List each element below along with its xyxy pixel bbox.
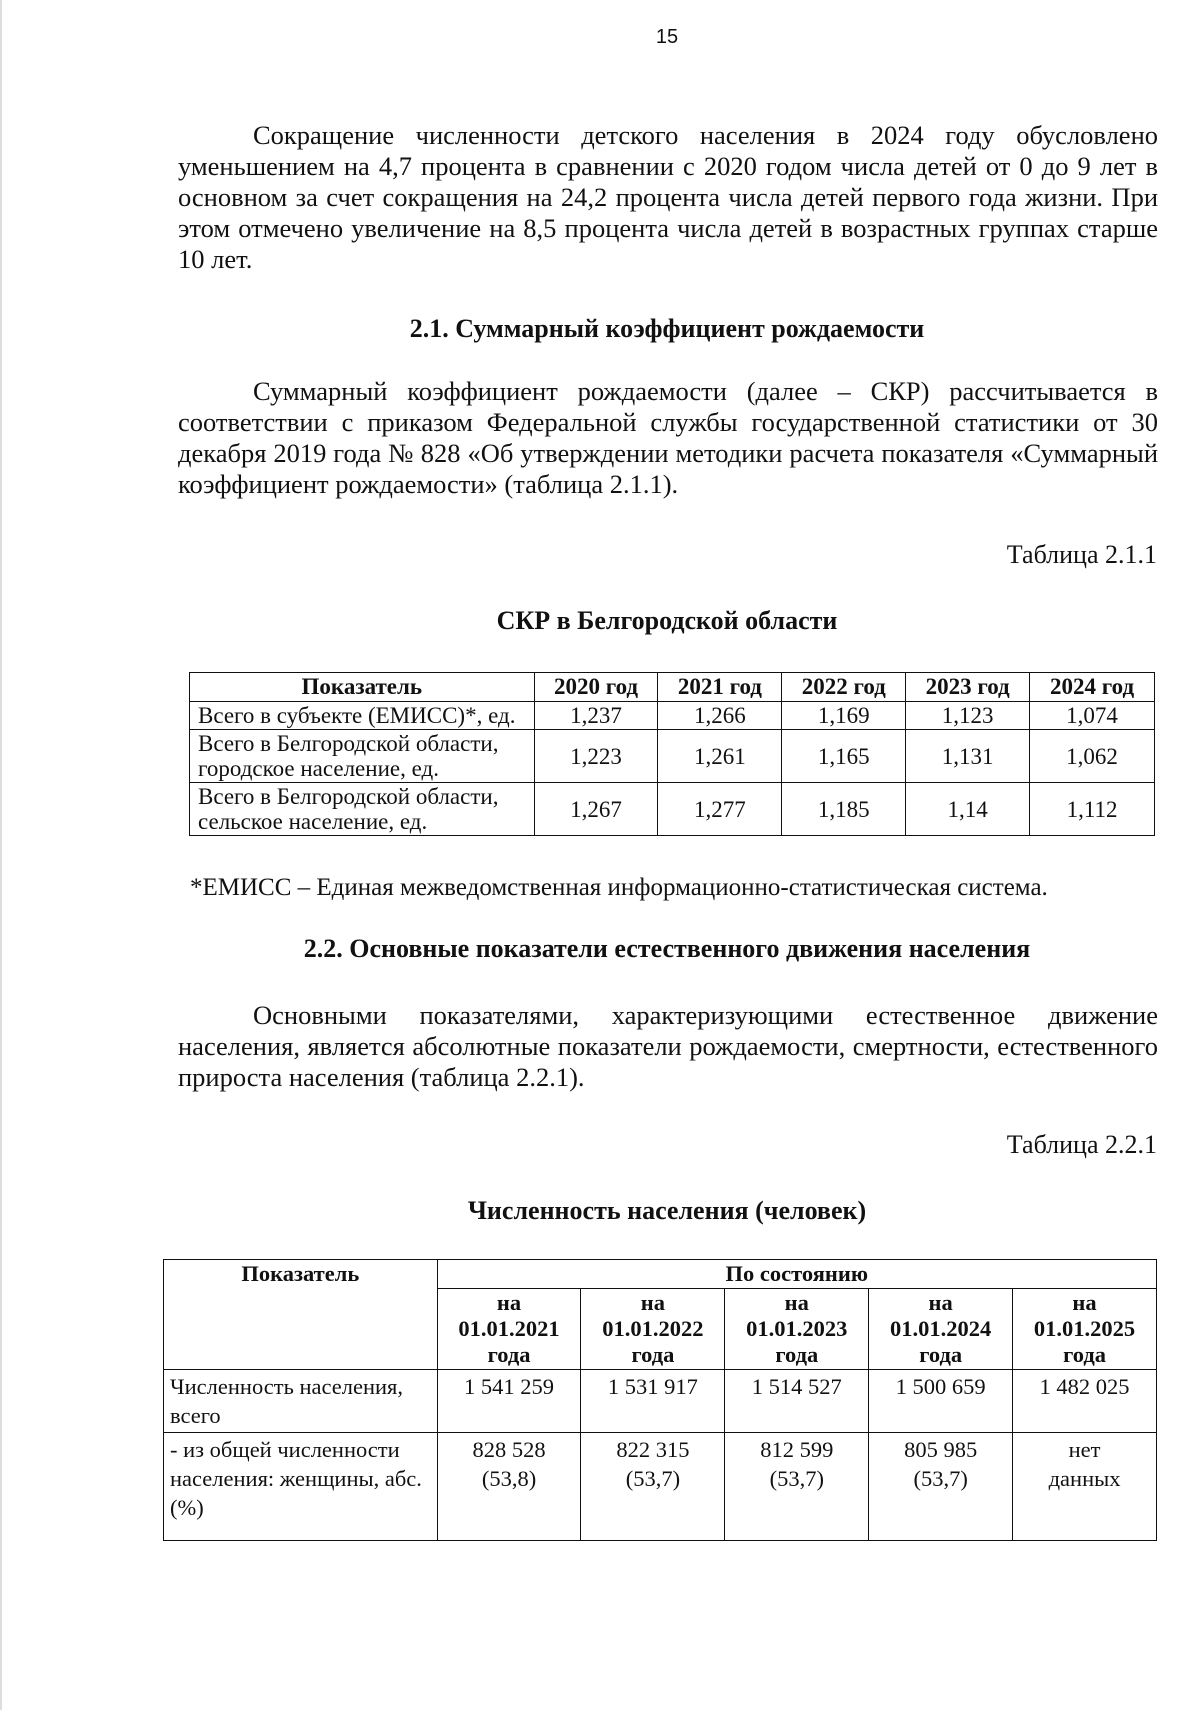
header-on: на bbox=[1072, 1290, 1097, 1315]
header-year-word: года bbox=[631, 1342, 675, 1367]
row-label: - из общей численности населения: женщины, абс. (%) bbox=[164, 1433, 438, 1541]
cell-value: 1,074 bbox=[1030, 702, 1155, 730]
cell-value: 1,277 bbox=[658, 783, 782, 836]
abs-value: 805 985 bbox=[904, 1437, 978, 1462]
header-date bbox=[1013, 1289, 1157, 1370]
table-2-1-1-title: СКР в Белгородской области bbox=[496, 606, 838, 635]
cell-value: 1,14 bbox=[906, 783, 1030, 836]
scan-margin-line bbox=[0, 0, 2, 1710]
table-header-row bbox=[164, 1260, 1157, 1289]
header-date-value: 01.01.2022 bbox=[602, 1316, 704, 1341]
header-year: 2022 год bbox=[782, 673, 906, 702]
population-table bbox=[163, 1259, 1157, 1541]
header-year-word: года bbox=[487, 1342, 531, 1367]
cell-value: 1,169 bbox=[782, 702, 906, 730]
header-indicator: Показатель bbox=[190, 673, 535, 702]
section-2-2-heading: 2.2. Основные показатели естественного движения населения bbox=[303, 934, 1031, 963]
pct-value: (53,7) bbox=[625, 1466, 681, 1491]
header-date bbox=[725, 1289, 869, 1370]
pct-value: (53,8) bbox=[481, 1466, 537, 1491]
header-date-value: 01.01.2023 bbox=[746, 1316, 848, 1341]
cell-value: 1,237 bbox=[534, 702, 658, 730]
cell-value: 1,112 bbox=[1030, 783, 1155, 836]
header-date-value: 01.01.2021 bbox=[458, 1316, 560, 1341]
cell-value bbox=[581, 1433, 725, 1541]
table-row bbox=[190, 702, 1155, 730]
intro-paragraph: Сокращение численности детского населения в 2024 году обусловлено уменьшением на 4,7 процента в сравнении с 2020 годом числа детей от 0 до 9 лет в основном за счет сокращения на 24,2 процента числа детей первого года жизни. При этом отмечено увеличение на 8,5 процента числа детей в возрастных группах старше 10 лет. bbox=[178, 120, 1158, 274]
cell-value: 1 500 659 bbox=[869, 1370, 1013, 1433]
page-number: 15 bbox=[655, 26, 679, 48]
header-date-value: 01.01.2025 bbox=[1033, 1316, 1136, 1341]
pct-value: (53,7) bbox=[913, 1466, 968, 1491]
abs-value: 822 315 bbox=[616, 1437, 690, 1462]
header-date bbox=[869, 1289, 1013, 1370]
header-group: По состоянию bbox=[437, 1260, 1156, 1289]
cell-value: 1 531 917 bbox=[581, 1370, 725, 1433]
cell-value: 1,223 bbox=[534, 730, 658, 783]
header-year: 2023 год bbox=[906, 673, 1030, 702]
section-2-1-heading: 2.1. Суммарный коэффициент рождаемости bbox=[409, 314, 925, 343]
cell-value: 1,123 bbox=[906, 702, 1030, 730]
abs-value: нет bbox=[1068, 1437, 1101, 1462]
header-date bbox=[437, 1289, 581, 1370]
row-label: Численность населения, всего bbox=[164, 1370, 438, 1433]
table-row bbox=[164, 1433, 1157, 1541]
footnote: *ЕМИСС – Единая межведомственная информационно-статистическая система. bbox=[190, 874, 1048, 901]
section-2-1-paragraph: Суммарный коэффициент рождаемости (далее – СКР) рассчитывается в соответствии с приказом Федеральной службы государственной статистики от 30 декабря 2019 года № 828 «Об утверждении методики расчета показателя «Суммарный коэффициент рождаемости» (таблица 2.1.1). bbox=[178, 376, 1158, 499]
abs-value: 812 599 bbox=[760, 1437, 834, 1462]
header-date-value: 01.01.2024 bbox=[890, 1316, 992, 1341]
header-year: 2021 год bbox=[658, 673, 782, 702]
pct-value: данных bbox=[1048, 1466, 1121, 1491]
cell-value bbox=[1013, 1433, 1157, 1541]
skr-table bbox=[189, 672, 1155, 836]
table-2-2-1-label: Таблица 2.2.1 bbox=[1006, 1130, 1157, 1159]
cell-value: 1,131 bbox=[906, 730, 1030, 783]
header-on: на bbox=[496, 1290, 522, 1315]
cell-value: 1 541 259 bbox=[437, 1370, 581, 1433]
table-row bbox=[190, 783, 1155, 836]
header-year: 2020 год bbox=[534, 673, 658, 702]
cell-value: 1,185 bbox=[782, 783, 906, 836]
cell-value: 1,266 bbox=[658, 702, 782, 730]
row-label: Всего в Белгородской области, городское население, ед. bbox=[190, 730, 535, 783]
header-on: на bbox=[640, 1290, 665, 1315]
cell-value bbox=[437, 1433, 581, 1541]
header-indicator: Показатель bbox=[164, 1260, 438, 1370]
row-label: Всего в субъекте (ЕМИСС)*, ед. bbox=[190, 702, 535, 730]
table-header-row bbox=[190, 673, 1155, 702]
header-year-word: года bbox=[1063, 1342, 1106, 1367]
pct-value: (53,7) bbox=[769, 1466, 824, 1491]
table-2-1-1-label: Таблица 2.1.1 bbox=[1006, 540, 1157, 569]
header-date bbox=[581, 1289, 725, 1370]
cell-value bbox=[869, 1433, 1013, 1541]
abs-value: 828 528 bbox=[472, 1437, 546, 1462]
cell-value: 1,261 bbox=[658, 730, 782, 783]
header-year: 2024 год bbox=[1030, 673, 1155, 702]
cell-value: 1 482 025 bbox=[1013, 1370, 1157, 1433]
table-row bbox=[190, 730, 1155, 783]
table-2-2-1-title: Численность населения (человек) bbox=[467, 1196, 867, 1225]
cell-value: 1,267 bbox=[534, 783, 658, 836]
header-on: на bbox=[784, 1290, 809, 1315]
cell-value: 1,062 bbox=[1030, 730, 1155, 783]
header-year-word: года bbox=[919, 1342, 963, 1367]
header-on: на bbox=[928, 1290, 953, 1315]
header-year-word: года bbox=[775, 1342, 819, 1367]
cell-value: 1,165 bbox=[782, 730, 906, 783]
cell-value: 1 514 527 bbox=[725, 1370, 869, 1433]
table-row bbox=[164, 1370, 1157, 1433]
cell-value bbox=[725, 1433, 869, 1541]
section-2-2-paragraph: Основными показателями, характеризующими естественное движение населения, является абсолютные показатели рождаемости, смертности, естественного прироста населения (таблица 2.2.1). bbox=[178, 1000, 1158, 1092]
row-label: Всего в Белгородской области, сельское население, ед. bbox=[190, 783, 535, 836]
